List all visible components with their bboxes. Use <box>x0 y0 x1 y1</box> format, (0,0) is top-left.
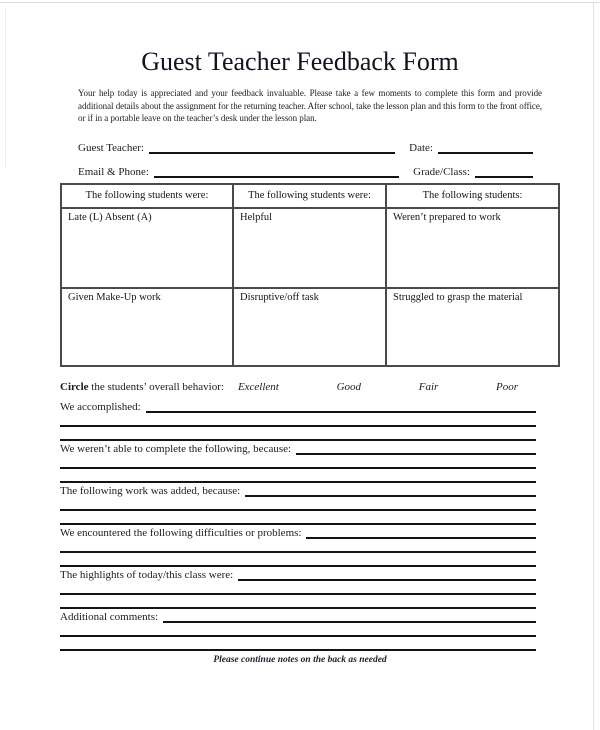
writing-line-row <box>60 539 536 553</box>
behavior-option-good: Good <box>336 380 362 393</box>
writing-line-row <box>60 553 536 567</box>
scan-edge-top <box>0 2 600 3</box>
table-row <box>61 208 559 288</box>
field-row-guest-teacher <box>78 139 533 154</box>
table-cell-helpful: Helpful <box>233 208 386 288</box>
header-fields <box>78 139 533 178</box>
section-accomplished <box>60 399 536 441</box>
behavior-option-poor: Poor <box>495 380 518 393</box>
section-label: Additional comments: <box>60 610 159 623</box>
section-label: We accomplished: <box>60 400 141 413</box>
writing-line-row <box>60 511 536 525</box>
table-cell-makeup-work: Given Make-Up work <box>61 288 233 366</box>
writing-line <box>60 439 536 441</box>
footer-note: Please continue notes on the back as needed <box>213 654 387 665</box>
students-table-header-row <box>61 184 559 208</box>
writing-line-row <box>60 637 536 651</box>
writing-line <box>60 607 536 609</box>
section-label: The following work was added, because: <box>60 484 241 497</box>
email-phone-label: Email & Phone: <box>78 165 149 178</box>
writing-line <box>60 593 536 595</box>
form-title: Guest Teacher Feedback Form <box>141 47 459 76</box>
section-additional-comments <box>60 609 536 651</box>
section-label-blank <box>238 579 536 581</box>
section-label-row <box>60 567 536 581</box>
writing-line-row <box>60 497 536 511</box>
guest-teacher-label: Guest Teacher: <box>78 141 144 154</box>
table-header-cell: The following students were: <box>61 184 233 208</box>
grade-class-label: Grade/Class: <box>413 165 470 178</box>
section-label-blank <box>245 495 536 497</box>
section-label-blank <box>306 537 536 539</box>
form-intro: Your help today is appreciated and your feedback invaluable. Please take a few moments to complete this form and provide additional details about the assignment for the returning teacher. After school, take the lesson plan and this form to the front office, or if in a portable leave on the teacher’s desk under the lesson plan. <box>78 88 542 124</box>
behavior-option-excellent: Excellent <box>237 380 279 393</box>
writing-line <box>60 467 536 469</box>
writing-line <box>60 425 536 427</box>
behavior-rating-row <box>60 379 538 393</box>
writing-line-row <box>60 455 536 469</box>
section-label: The highlights of today/this class were: <box>60 568 234 581</box>
grade-class-blank <box>475 176 533 178</box>
table-header-cell: The following students were: <box>233 184 386 208</box>
section-label-blank <box>146 411 536 413</box>
section-label: We weren’t able to complete the following, because: <box>60 442 292 455</box>
section-label-blank <box>296 453 536 455</box>
writing-line <box>60 509 536 511</box>
section-difficulties <box>60 525 536 567</box>
table-cell-struggled: Struggled to grasp the material <box>386 288 559 366</box>
writing-line <box>60 649 536 651</box>
section-label-row <box>60 441 536 455</box>
writing-line-row <box>60 623 536 637</box>
writing-line-row <box>60 581 536 595</box>
table-row <box>61 288 559 366</box>
writing-line-row <box>60 427 536 441</box>
writing-line <box>60 635 536 637</box>
writing-line <box>60 551 536 553</box>
table-cell-disruptive: Disruptive/off task <box>233 288 386 366</box>
section-label-blank <box>163 621 536 623</box>
section-label: We encountered the following difficulties or problems: <box>60 526 302 539</box>
section-label-row <box>60 483 536 497</box>
scan-edge-right <box>593 3 594 730</box>
date-label: Date: <box>409 141 433 154</box>
section-label-row <box>60 609 536 623</box>
guest-teacher-blank <box>149 152 395 154</box>
scan-edge-left <box>5 8 6 168</box>
date-blank <box>438 152 533 154</box>
section-work-added <box>60 483 536 525</box>
behavior-option-fair: Fair <box>418 380 439 393</box>
circle-instruction-bold: Circle <box>60 380 89 393</box>
circle-instruction-rest: the students’ overall behavior: <box>88 380 224 393</box>
students-table <box>60 183 560 367</box>
writing-line <box>60 523 536 525</box>
section-label-row <box>60 525 536 539</box>
writing-line-row <box>60 595 536 609</box>
writein-sections <box>60 399 536 651</box>
writing-line <box>60 481 536 483</box>
table-header-cell: The following students: <box>386 184 559 208</box>
section-label-row <box>60 399 536 413</box>
email-phone-blank <box>154 176 399 178</box>
table-cell-not-prepared: Weren’t prepared to work <box>386 208 559 288</box>
writing-line-row <box>60 413 536 427</box>
section-highlights <box>60 567 536 609</box>
table-cell-late-absent: Late (L) Absent (A) <box>61 208 233 288</box>
field-row-email-phone <box>78 163 533 178</box>
writing-line <box>60 565 536 567</box>
writing-line-row <box>60 469 536 483</box>
section-not-completed <box>60 441 536 483</box>
behavior-options <box>238 381 538 393</box>
